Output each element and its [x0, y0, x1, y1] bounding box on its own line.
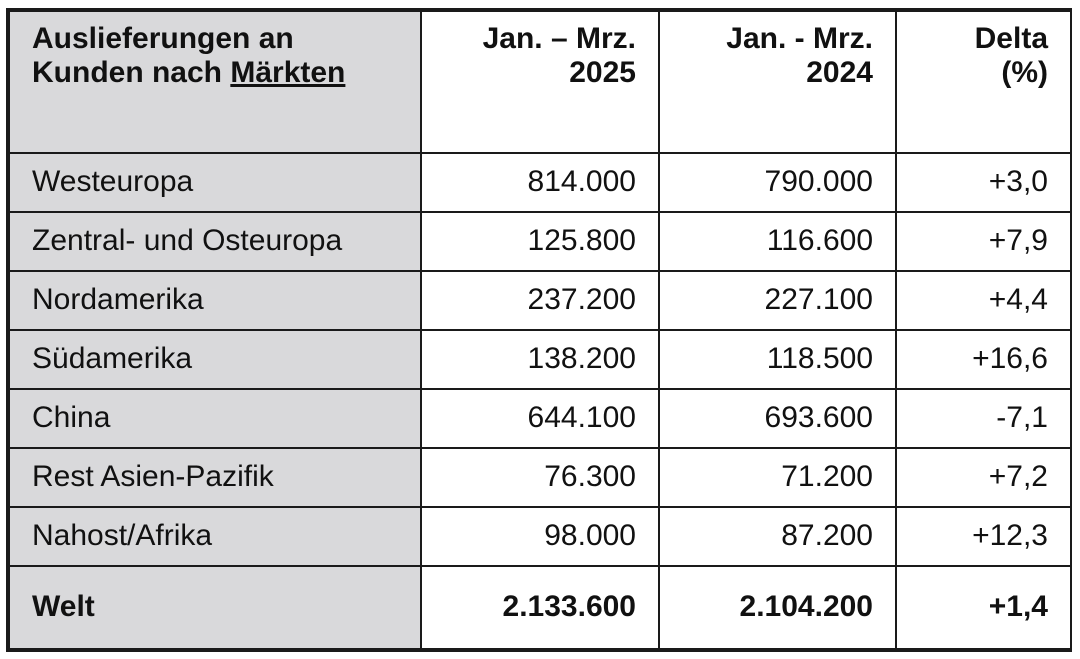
cell-delta: +3,0: [896, 153, 1071, 212]
cell-2024: 790.000: [659, 153, 896, 212]
header-2024-line1: Jan. - Mrz.: [726, 22, 873, 55]
header-2024: [659, 11, 896, 153]
header-row: [9, 11, 1071, 153]
total-delta: +1,4: [896, 566, 1071, 649]
table-body: [9, 153, 1071, 649]
cell-2025: 125.800: [421, 212, 659, 271]
total-2025: 2.133.600: [421, 566, 659, 649]
cell-delta: -7,1: [896, 389, 1071, 448]
cell-2024: 71.200: [659, 448, 896, 507]
total-region: Welt: [9, 566, 421, 649]
cell-delta: +16,6: [896, 330, 1071, 389]
header-market-line1: Auslieferungen an: [32, 22, 294, 55]
cell-delta: +12,3: [896, 507, 1071, 566]
header-2024-line2: 2024: [806, 56, 873, 89]
table-header: [9, 11, 1071, 153]
cell-2024: 87.200: [659, 507, 896, 566]
table-row: [9, 389, 1071, 448]
cell-2024: 693.600: [659, 389, 896, 448]
table-row: [9, 153, 1071, 212]
cell-region: Südamerika: [9, 330, 421, 389]
header-delta-line2: (%): [1001, 56, 1048, 89]
cell-2025: 98.000: [421, 507, 659, 566]
cell-delta: +4,4: [896, 271, 1071, 330]
cell-2025: 644.100: [421, 389, 659, 448]
cell-region: Nordamerika: [9, 271, 421, 330]
cell-region: China: [9, 389, 421, 448]
table-row: [9, 507, 1071, 566]
table-row: [9, 330, 1071, 389]
header-2025-line2: 2025: [569, 56, 636, 89]
cell-2025: 76.300: [421, 448, 659, 507]
cell-2025: 814.000: [421, 153, 659, 212]
cell-delta: +7,9: [896, 212, 1071, 271]
cell-region: Westeuropa: [9, 153, 421, 212]
cell-2025: 237.200: [421, 271, 659, 330]
deliveries-by-market-table: [8, 10, 1072, 650]
cell-region: Nahost/Afrika: [9, 507, 421, 566]
header-delta-line1: Delta: [974, 22, 1048, 55]
header-market-underlined: Märkten: [230, 56, 346, 89]
cell-2024: 118.500: [659, 330, 896, 389]
header-market-line2: [32, 56, 398, 90]
cell-2024: 227.100: [659, 271, 896, 330]
cell-region: Zentral- und Osteuropa: [9, 212, 421, 271]
table-row: [9, 212, 1071, 271]
cell-2024: 116.600: [659, 212, 896, 271]
header-market-line2-prefix: Kunden nach: [32, 56, 231, 89]
deliveries-table-frame: [6, 8, 1072, 652]
header-delta: [896, 11, 1071, 153]
table-row: [9, 271, 1071, 330]
cell-region: Rest Asien-Pazifik: [9, 448, 421, 507]
header-2025-line1: Jan. – Mrz.: [482, 22, 636, 55]
cell-2025: 138.200: [421, 330, 659, 389]
total-row: [9, 566, 1071, 649]
total-2024: 2.104.200: [659, 566, 896, 649]
header-market: [9, 11, 421, 153]
header-2025: [421, 11, 659, 153]
table-row: [9, 448, 1071, 507]
cell-delta: +7,2: [896, 448, 1071, 507]
